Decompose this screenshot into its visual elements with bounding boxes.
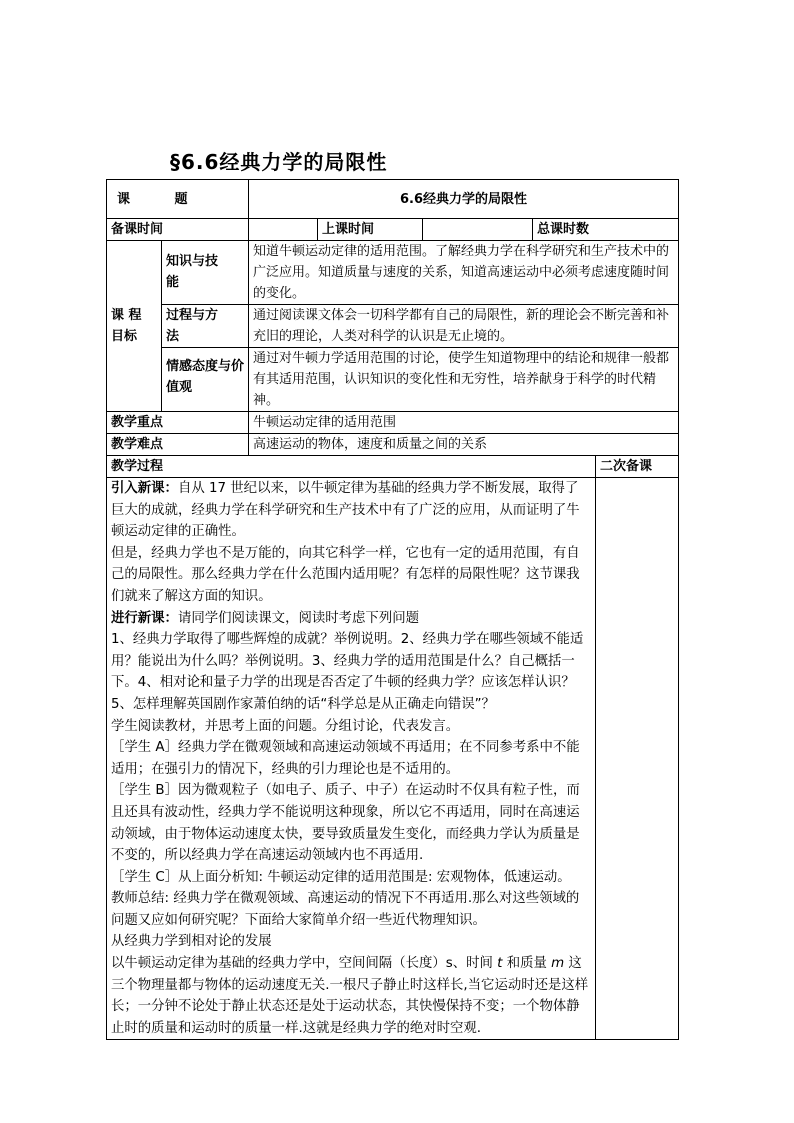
process-header-label: 教学过程 [107,456,596,478]
key-point-label: 教学重点 [107,412,249,434]
questions-paragraph: 1、经典力学取得了哪些辉煌的成就？举例说明。2、经典力学在哪些领域不能适用？能说出为什么吗？举例说明。3、经典力学的适用范围是什么？自己概括一下。4、相对论和量子力学的出现是否否定了牛顿的经典力学？应该怎样认识？5、怎样理解英国剧作家萧伯纳的话“科学总是从正确走向错误”？ [111,632,584,712]
process-content [107,478,596,1040]
topic-label-char-1: 课 [117,191,131,207]
student-c-paragraph: ［学生 C］从上面分析知: 牛顿运动定律的适用范围是: 宏观物体，低速运动。 [111,869,571,885]
last-text-c: 这三个物理量都与物体的运动速度无关.一根尺子静止时这样长,当它运动时还是这样长；一分钟不论处于静止状态还是处于运动状态，其快慢保持不变；一个物体静止时的质量和运动时的质量一样.这就是经典力学的绝对时空观. [111,956,589,1036]
goal-attitude-text: 通过对牛顿力学适用范围的讨论，使学生知道物理中的结论和规律一般都有其适用范围，认识知识的变化性和无穷性，培养献身于科学的时代精神。 [249,348,679,412]
prep-time-label: 备课时间 [107,219,249,241]
new-lesson-label: 进行新课： [111,610,178,626]
student-a-paragraph: ［学生 A］经典力学在微观领域和高速运动领域不再适用；在不同参考系中不能适用；在强引力的情况下，经典的引力理论也是不适用的。 [111,740,580,777]
student-b-paragraph: ［学生 B］因为微观粒子（如电子、质子、中子）在运动时不仅具有粒子性，而且还具有波动性，经典力学不能说明这种现象，所以它不再适用，同时在高速运动领域，由于物体运动速度太快，要导致质量发生变化，而经典力学认为质量是不变的，所以经典力学在高速运动领域内也不再适用. [111,783,580,864]
class-time-value [423,219,533,241]
teacher-summary: 教师总结: 经典力学在微观领域、高速运动的情况下不再适用.那么对这些领域的问题又应如何研究呢？下面给大家简单介绍一些近代物理知识。 [111,891,580,928]
intro-text: 自从 17 世纪以来，以牛顿定律为基础的经典力学不断发展，取得了巨大的成就，经典力学在科学研究和生产技术中有了广泛的应用，从而证明了牛顿运动定律的正确性。 [111,481,580,540]
second-prep-label: 二次备课 [596,456,679,478]
class-time-label: 上课时间 [318,219,423,241]
intro-paragraph [111,478,591,543]
last-text-a: 以牛顿运动定律为基础的经典力学中，空间间隔（长度）s、时间 [111,956,498,972]
topic-label-char-2: 题 [174,191,188,207]
topic-value: 6.6经典力学的局限性 [249,180,679,219]
goal-process-text: 通过阅读课文体会一切科学都有自己的局限性，新的理论会不断完善和补充旧的理论，人类对科学的认识是无止境的。 [249,305,679,348]
new-lesson-paragraph [111,608,591,630]
goal-attitude-label [162,348,249,412]
new-lesson-text: 请同学们阅读课文，阅读时考虑下列问题 [177,610,419,626]
goal-process-name: 过程与方法 [166,308,219,344]
difficulty-text: 高速运动的物体，速度和质量之间的关系 [249,434,679,456]
symbol-t: t [497,956,503,972]
topic-label-cell [107,180,249,219]
total-hours-label: 总课时数 [533,219,679,241]
reading-paragraph: 学生阅读教材，并思考上面的问题。分组讨论，代表发言。 [111,718,460,734]
goal-process-label [162,305,249,348]
goals-label [107,241,162,412]
goal-knowledge-text: 知道牛顿运动定律的适用范围。了解经典力学在科学研究和生产技术中的广泛应用。知道质量与速度的关系，知道高速运动中必须考虑速度随时间的变化。 [249,241,679,305]
goal-attitude-name: 情感态度与价值观 [166,359,245,395]
document-title: §6.6经典力学的局限性 [170,150,388,174]
prep-time-value [249,219,318,241]
last-paragraph [111,953,591,1039]
key-point-text: 牛顿运动定律的适用范围 [249,412,679,434]
goals-label-line-1: 课 程 [111,308,142,323]
goal-knowledge-name: 知识与技能 [166,254,219,290]
goals-label-line-2: 目标 [111,329,138,344]
difficulty-label: 教学难点 [107,434,249,456]
last-text-b: 和质量 [502,956,552,972]
intro-label: 引入新课： [111,481,178,496]
symbol-m: m [551,956,565,972]
section-subhead: 从经典力学到相对论的发展 [111,934,272,950]
paragraph-2: 但是，经典力学也不是万能的，向其它科学一样，它也有一定的适用范围，有自己的局限性。那么经典力学在什么范围内适用呢？有怎样的局限性呢？这节课我们就来了解这方面的知识。 [111,545,580,604]
second-prep-cell [596,478,679,1040]
goal-knowledge-label [162,241,249,305]
lesson-plan-table [106,179,679,1040]
